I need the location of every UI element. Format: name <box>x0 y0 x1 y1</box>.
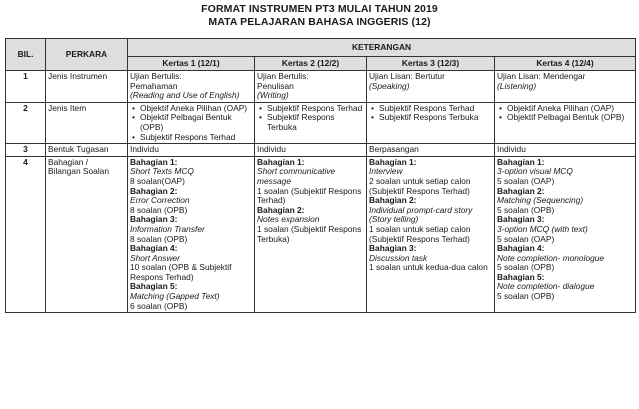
section-task: Matching (Sequencing) <box>497 195 584 206</box>
list-item: • Subjektif Respons Terbuka <box>379 113 492 123</box>
list-item: • Objektif Aneka Pilihan (OAP) <box>507 104 633 114</box>
row-number: 4 <box>6 156 46 313</box>
section-count: 8 soalan (OPB) <box>130 233 188 244</box>
cell-text: Ujian Bertulis: <box>257 71 309 81</box>
section-task: Information Transfer <box>130 223 205 234</box>
section-heading: Bahagian 3: <box>369 243 417 254</box>
header-bil: BIL. <box>6 39 46 71</box>
section-count: 8 soalan (OPB) <box>130 204 188 215</box>
section-task: Notes expansion <box>257 214 320 225</box>
section-count: 1 soalan untuk kedua-dua calon <box>369 262 488 273</box>
cell-k2-tugasan: Individu <box>255 144 367 157</box>
cell-k4-bahagian <box>495 156 636 313</box>
list-item: • Subjektif Respons Terhad <box>140 133 252 143</box>
section-task: Note completion- monologue <box>497 252 605 263</box>
section-heading: Bahagian 4: <box>130 243 178 254</box>
header-perkara: PERKARA <box>46 39 128 71</box>
list-item: • Objektif Pelbagai Bentuk (OPB) <box>140 113 252 132</box>
cell-k4-tugasan: Individu <box>495 144 636 157</box>
row-label: Bentuk Tugasan <box>46 144 128 157</box>
section-count: 2 soalan untuk setiap calon (Subjektif Respons Terhad) <box>369 175 471 196</box>
section-task: Interview <box>369 166 403 177</box>
list-item: • Objektif Aneka Pilihan (OAP) <box>140 104 252 114</box>
header-kertas-3: Kertas 3 (12/3) <box>367 57 495 71</box>
list-item: • Objektif Pelbagai Bentuk (OPB) <box>507 113 633 123</box>
cell-italic: (Listening) <box>497 80 537 91</box>
row-label-line: Bilangan Soalan <box>48 166 110 177</box>
cell-k1-instrumen <box>128 71 255 103</box>
document-subtitle: MATA PELAJARAN BAHASA INGGERIS (12) <box>208 16 431 28</box>
cell-k1-item <box>128 102 255 143</box>
header-kertas-1: Kertas 1 (12/1) <box>128 57 255 71</box>
section-task: Discussion task <box>369 252 428 263</box>
list-item: • Subjektif Respons Terbuka <box>267 113 364 132</box>
section-task: 3-option visual MCQ <box>497 166 573 177</box>
cell-k4-instrumen <box>495 71 636 103</box>
section-heading: Bahagian 5: <box>130 281 178 292</box>
section-heading: Bahagian 3: <box>497 214 545 225</box>
table-row-bentuk-tugasan <box>6 144 636 157</box>
section-heading: Bahagian 2: <box>130 185 178 196</box>
section-count: 1 soalan (Subjektif Respons Terbuka) <box>257 223 362 244</box>
list-item: • Subjektif Respons Terhad <box>267 104 364 114</box>
cell-k3-instrumen <box>367 71 495 103</box>
section-heading: Bahagian 2: <box>257 204 305 215</box>
header-keterangan: KETERANGAN <box>128 39 636 57</box>
section-task: Individual prompt-card story (Story telling) <box>369 204 473 225</box>
section-task: Matching (Gapped Text) <box>130 291 220 302</box>
section-count: 5 soalan (OAP) <box>497 175 555 186</box>
row-label: Jenis Instrumen <box>46 71 128 103</box>
header-kertas-2: Kertas 2 (12/2) <box>255 57 367 71</box>
cell-text: Pemahaman <box>130 80 178 91</box>
section-count: 1 soalan (Subjektif Respons Terhad) <box>257 185 362 206</box>
cell-text: Ujian Lisan: Mendengar <box>497 71 586 81</box>
document-title: FORMAT INSTRUMEN PT3 MULAI TAHUN 2019 <box>201 3 438 15</box>
section-heading: Bahagian 2: <box>369 195 417 206</box>
cell-italic: (Writing) <box>257 90 289 101</box>
cell-k1-tugasan: Individu <box>128 144 255 157</box>
section-count: 10 soalan (OPB & Subjektif Respons Terhad) <box>130 262 232 282</box>
row-label: Jenis Item <box>46 102 128 143</box>
cell-text: Penulisan <box>257 80 294 91</box>
section-heading: Bahagian 5: <box>497 271 545 282</box>
header-kertas-4: Kertas 4 (12/4) <box>495 57 636 71</box>
section-task: Short Texts MCQ <box>130 166 194 177</box>
cell-k2-item <box>255 102 367 143</box>
section-heading: Bahagian 4: <box>497 243 545 254</box>
cell-italic: (Speaking) <box>369 80 410 91</box>
section-task: Note completion- dialogue <box>497 281 595 292</box>
list-item: • Subjektif Respons Terhad <box>379 104 492 114</box>
section-heading: Bahagian 1: <box>257 156 305 167</box>
section-count: 5 soalan (OAP) <box>497 233 555 244</box>
section-count: 5 soalan (OPB) <box>497 262 555 273</box>
section-task: Error Correction <box>130 195 190 206</box>
cell-k3-bahagian <box>367 156 495 313</box>
cell-k2-bahagian <box>255 156 367 313</box>
row-number: 2 <box>6 102 46 143</box>
section-heading: Bahagian 1: <box>369 156 417 167</box>
row-label-line: Bahagian / <box>48 156 89 167</box>
format-table <box>5 38 636 313</box>
row-number: 1 <box>6 71 46 103</box>
table-row-bahagian <box>6 156 636 313</box>
cell-italic: (Reading and Use of English) <box>130 90 240 101</box>
cell-k3-item <box>367 102 495 143</box>
section-task: Short Answer <box>130 252 180 263</box>
section-task: 3-option MCQ (with text) <box>497 223 588 234</box>
cell-k4-item <box>495 102 636 143</box>
section-count: 8 soalan(OAP) <box>130 175 185 186</box>
row-number: 3 <box>6 144 46 157</box>
section-heading: Bahagian 2: <box>497 185 545 196</box>
cell-text: Ujian Bertulis: <box>130 71 182 81</box>
cell-text: Ujian Lisan: Bertutur <box>369 71 445 81</box>
section-count: 5 soalan (OPB) <box>497 291 555 302</box>
table-row-jenis-item <box>6 102 636 143</box>
table-row-jenis-instrumen <box>6 71 636 103</box>
section-count: 6 soalan (OPB) <box>130 300 188 311</box>
cell-k3-tugasan: Berpasangan <box>367 144 495 157</box>
section-count: 1 soalan untuk setiap calon (Subjektif Respons Terhad) <box>369 223 471 244</box>
section-heading: Bahagian 1: <box>497 156 545 167</box>
cell-k1-bahagian <box>128 156 255 313</box>
row-label <box>46 156 128 313</box>
cell-k2-instrumen <box>255 71 367 103</box>
section-count: 5 soalan (OPB) <box>497 204 555 215</box>
section-heading: Bahagian 3: <box>130 214 178 225</box>
section-task: Short communicative message <box>257 166 336 186</box>
section-heading: Bahagian 1: <box>130 156 178 167</box>
